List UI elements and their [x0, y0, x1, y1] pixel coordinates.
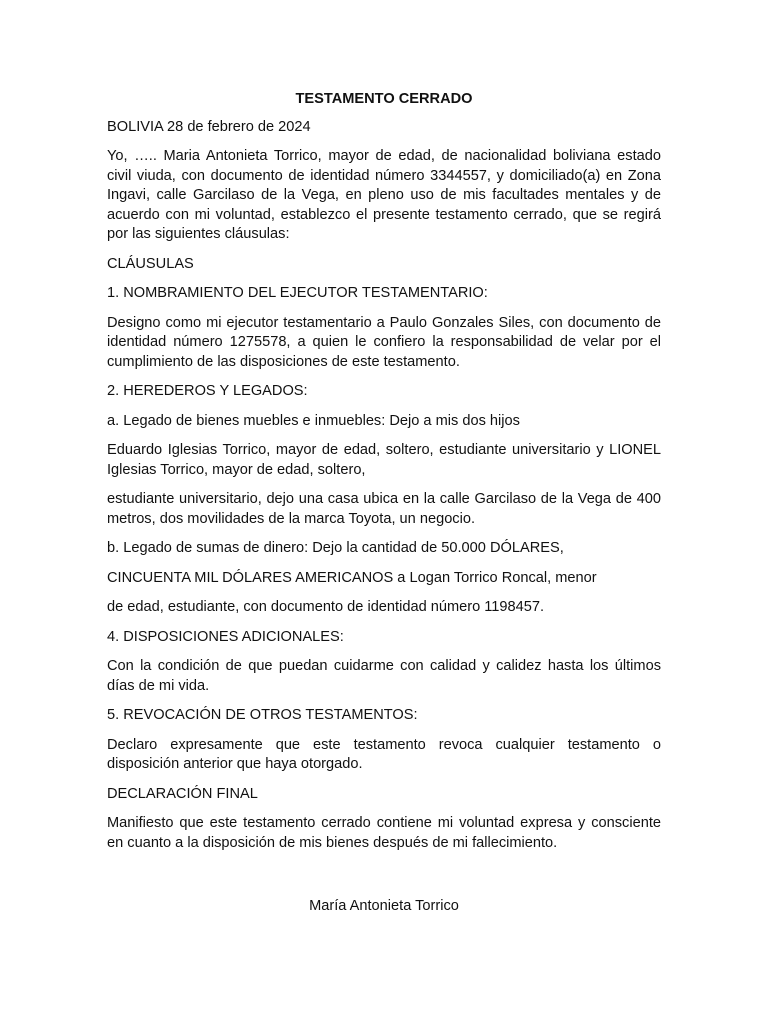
legado-b-amount-line: CINCUENTA MIL DÓLARES AMERICANOS a Logan Torrico Roncal, menor	[107, 569, 597, 586]
date-line: BOLIVIA 28 de febrero de 2024	[107, 118, 311, 135]
section5-paragraph: Declaro expresamente que este testamento revoca cualquier testamento o disposición anterior que haya otorgado.	[107, 736, 661, 772]
legado-a-detail-paragraph: estudiante universitario, dejo una casa ubica en la calle Garcilaso de la Vega de 400 metros, dos movilidades de la marca Toyota, un negocio.	[107, 491, 661, 527]
section1-heading: 1. NOMBRAMIENTO DEL EJECUTOR TESTAMENTARIO:	[107, 285, 488, 301]
legado-a-line: a. Legado de bienes muebles e inmuebles: Dejo a mis dos hijos	[107, 412, 520, 429]
final-heading: DECLARACIÓN FINAL	[107, 785, 258, 802]
section1-paragraph: Designo como mi ejecutor testamentario a Paulo Gonzales Siles, con documento de identidad número 1275578, a quien le confiero la responsabilidad de velar por el cumplimiento de las disposiciones de este testamento.	[107, 314, 661, 370]
clausulas-heading: CLÁUSULAS	[107, 255, 194, 272]
section5-heading: 5. REVOCACIÓN DE OTROS TESTAMENTOS:	[107, 707, 418, 723]
legado-b-detail-line: de edad, estudiante, con documento de identidad número 1198457.	[107, 599, 545, 615]
final-paragraph: Manifiesto que este testamento cerrado contiene mi voluntad expresa y consciente en cuanto a la disposición de mis bienes después de mi fallecimiento.	[107, 815, 661, 851]
section2-heading: 2. HEREDEROS Y LEGADOS:	[107, 383, 308, 399]
legado-b-line: b. Legado de sumas de dinero: Dejo la cantidad de 50.000 DÓLARES,	[107, 540, 564, 556]
document-title: TESTAMENTO CERRADO	[295, 91, 473, 107]
section4-paragraph: Con la condición de que puedan cuidarme con calidad y calidez hasta los últimos días de mi vida.	[107, 658, 661, 694]
intro-paragraph: Yo, ….. Maria Antonieta Torrico, mayor de edad, de nacionalidad boliviana estado civil viuda, con documento de identidad número 3344557, y domiciliado(a) en Zona Ingavi, calle Garcilaso de la Vega, en pleno uso de mis facultades mentales y de acuerdo con mi voluntad, establezco el presente testamento cerrado, que se regirá por las siguientes cláusulas:	[107, 148, 661, 242]
legado-a-heirs-paragraph: Eduardo Iglesias Torrico, mayor de edad, soltero, estudiante universitario y LIONEL Iglesias Torrico, mayor de edad, soltero,	[107, 442, 661, 478]
document-page	[107, 90, 661, 917]
section4-heading: 4. DISPOSICIONES ADICIONALES:	[107, 628, 344, 645]
signature-name: María Antonieta Torrico	[309, 898, 459, 914]
signature-spacer	[107, 863, 661, 897]
